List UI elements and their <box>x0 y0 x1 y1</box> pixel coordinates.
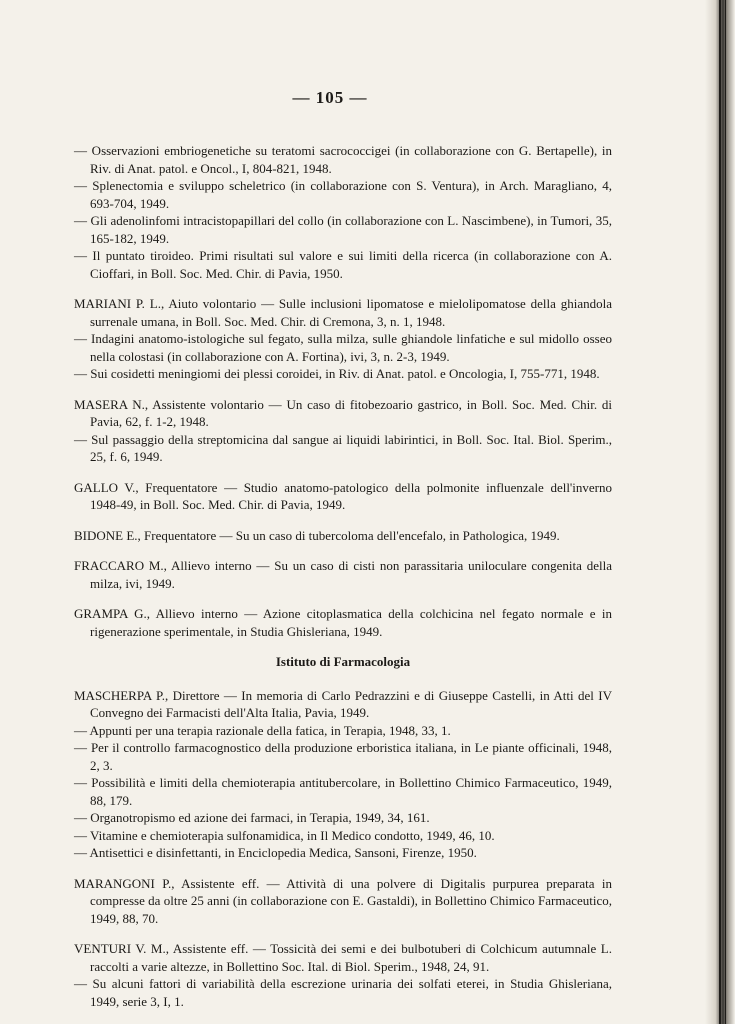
bibliography-group <box>74 940 612 1010</box>
bibliography-group <box>74 557 612 592</box>
bibliography-entry: BIDONE E., Frequentatore — Su un caso di tubercoloma dell'encefalo, in Pathologica, 1949. <box>74 527 560 543</box>
bibliography-group <box>74 396 612 466</box>
bibliography-entry: MASERA N., Assistente volontario — Un caso di fitobezoario gastrico, in Boll. Soc. Med. Chir. di Pavia, 62, f. 1-2, 1948. <box>74 396 612 429</box>
bibliography-entry: — Antisettici e disinfettanti, in Enciclopedia Medica, Sansoni, Firenze, 1950. <box>74 845 477 860</box>
bibliography-entry: MARIANI P. L., Aiuto volontario — Sulle inclusioni lipomatose e mielolipomatose della ghiandola surrenale umana, in Boll. Soc. Med. Chir. di Cremona, 3, n. 1, 1948. <box>74 296 612 329</box>
page-number: — 105 — <box>292 88 368 107</box>
bibliography-entry: MASCHERPA P., Direttore — In memoria di Carlo Pedrazzini e di Giuseppe Castelli, in Atti del IV Convegno dei Farmacisti dell'Alta Italia, Pavia, 1949. <box>74 687 612 720</box>
bibliography-entry: — Il puntato tiroideo. Primi risultati sul valore e sui limiti della ricerca (in collaborazione con A. Cioffari, in Boll. Soc. Med. Chir. di Pavia, 1950. <box>74 248 612 281</box>
bibliography-list <box>74 142 612 1023</box>
bibliography-group <box>74 605 612 640</box>
bibliography-entry: MARANGONI P., Assistente eff. — Attività di una polvere di Digitalis purpurea preparata in compresse da oltre 25 anni (in collaborazione con E. Gastaldi), in Bollettino Chimico Farmaceutico, 1949, 88, 70. <box>74 875 612 926</box>
bibliography-entry: — Su alcuni fattori di variabilità della escrezione urinaria dei solfati eterei, in Studia Ghisleriana, 1949, serie 3, I, 1. <box>74 976 612 1009</box>
bibliography-entry: — Per il controllo farmacognostico della produzione erboristica italiana, in Le piante officinali, 1948, 2, 3. <box>74 740 612 773</box>
bibliography-entry: GALLO V., Frequentatore — Studio anatomo-patologico della polmonite influenzale dell'inverno 1948-49, in Boll. Soc. Med. Chir. di Pavia, 1949. <box>74 479 612 512</box>
bibliography-entry: — Organotropismo ed azione dei farmaci, in Terapia, 1949, 34, 161. <box>74 810 430 825</box>
bibliography-entry: — Gli adenolinfomi intracistopapillari del collo (in collaborazione con L. Nascimbene), in Tumori, 35, 165-182, 1949. <box>74 213 612 246</box>
bibliography-group <box>74 479 612 514</box>
bibliography-group <box>74 295 612 383</box>
bibliography-entry: — Vitamine e chemioterapia sulfonamidica, in Il Medico condotto, 1949, 46, 10. <box>74 827 495 843</box>
bibliography-entry: — Sul passaggio della streptomicina dal sangue ai liquidi labirintici, in Boll. Soc. Ital. Biol. Sperim., 25, f. 6, 1949. <box>74 431 612 464</box>
bibliography-entry: — Sui cosidetti meningiomi dei plessi coroidei, in Riv. di Anat. patol. e Oncologia, I, 755-771, 1948. <box>74 366 600 381</box>
bibliography-entry: — Possibilità e limiti della chemioterapia antitubercolare, in Bollettino Chimico Farmaceutico, 1949, 88, 179. <box>74 775 612 808</box>
bibliography-entry: — Splenectomia e sviluppo scheletrico (in collaborazione con S. Ventura), in Arch. Maragliano, 4, 693-704, 1949. <box>74 178 612 211</box>
bibliography-group <box>74 875 612 928</box>
bibliography-group <box>74 687 612 862</box>
section-heading: Istituto di Farmacologia <box>275 654 411 669</box>
bibliography-entry: — Osservazioni embriogenetiche su teratomi sacrococcigei (in collaborazione con G. Bertapelle), in Riv. di Anat. patol. e Oncol., I, 804-821, 1948. <box>74 143 612 176</box>
bibliography-group <box>74 527 612 545</box>
bibliography-entry: FRACCARO M., Allievo interno — Su un caso di cisti non parassitaria uniloculare congenita della milza, ivi, 1949. <box>74 558 612 591</box>
bibliography-group <box>74 142 612 282</box>
bibliography-entry: — Indagini anatomo-istologiche sul fegato, sulla milza, sulle ghiandole linfatiche e sul midollo osseo nella colostasi (in collaborazione con A. Fortina), ivi, 3, n. 2-3, 1949. <box>74 331 612 364</box>
bibliography-entry: — Appunti per una terapia razionale della fatica, in Terapia, 1948, 33, 1. <box>74 722 451 738</box>
book-spine-edge <box>705 0 735 1024</box>
bibliography-entry: VENTURI V. M., Assistente eff. — Tossicità dei semi e dei bulbotuberi di Colchicum autumnale L. raccolti a varie altezze, in Bollettino Soc. Ital. di Biol. Sperim., 1948, 24, 91. <box>74 941 612 974</box>
bibliography-entry: GRAMPA G., Allievo interno — Azione citoplasmatica della colchicina nel fegato normale e in rigenerazione sperimentale, in Studia Ghisleriana, 1949. <box>74 606 612 639</box>
